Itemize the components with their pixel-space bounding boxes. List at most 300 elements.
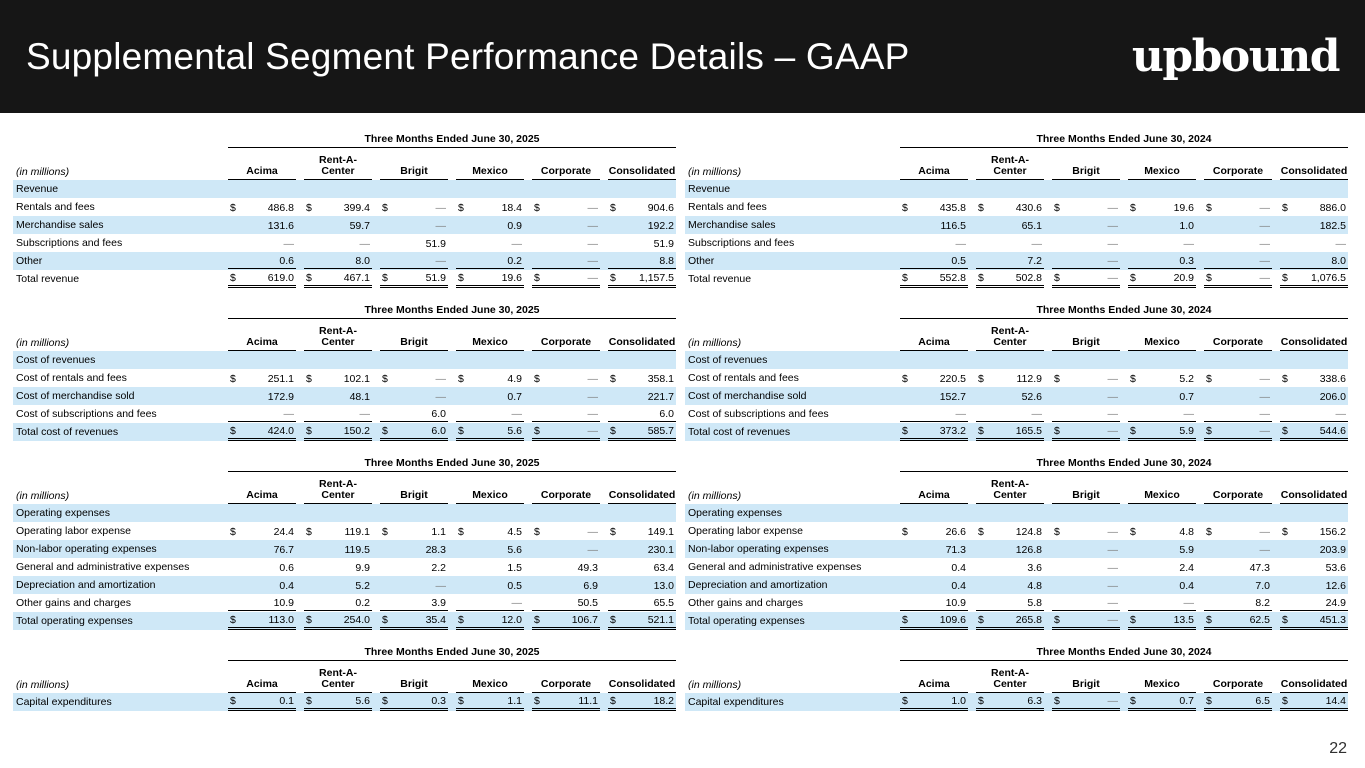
currency-symbol: $ — [1130, 695, 1136, 707]
column-header: Acima — [892, 148, 968, 180]
value-text: — — [1259, 201, 1270, 214]
value-text: 10.9 — [945, 597, 966, 609]
value-text: 2.2 — [431, 561, 446, 574]
currency-symbol: $ — [382, 695, 388, 707]
value-cell — [220, 234, 296, 252]
page-title: Supplemental Segment Performance Details – GAAP — [26, 35, 910, 77]
value-cell — [600, 216, 676, 234]
value-cell — [892, 558, 968, 576]
value-cell — [892, 423, 968, 441]
value-text: 0.3 — [1179, 255, 1194, 267]
value-cell — [448, 405, 524, 423]
value-cell — [968, 369, 1044, 387]
value-text: 904.6 — [647, 201, 674, 214]
value-cell — [448, 270, 524, 288]
in-millions-label: (in millions) — [16, 337, 70, 349]
value-cell — [1196, 594, 1272, 612]
value-cell — [1272, 594, 1348, 612]
row-label: Subscriptions and fees — [16, 237, 123, 249]
band-operating-expenses — [13, 457, 1352, 630]
value-cell — [1196, 369, 1272, 387]
value-text: 113.0 — [268, 614, 294, 626]
section-row — [685, 504, 1348, 522]
value-text: — — [955, 237, 966, 250]
value-cell — [1272, 234, 1348, 252]
currency-symbol: $ — [1130, 272, 1136, 284]
section-row — [13, 504, 676, 522]
row-label: Non-labor operating expenses — [16, 543, 157, 555]
section-row — [685, 180, 1348, 198]
row-label: Total operating expenses — [688, 615, 805, 627]
in-millions-label: (in millions) — [688, 679, 742, 691]
column-header-row — [13, 472, 676, 504]
value-text: 5.9 — [1179, 543, 1194, 556]
value-cell — [296, 576, 372, 594]
value-cell — [1196, 693, 1272, 711]
value-cell — [892, 612, 968, 630]
value-cell — [448, 558, 524, 576]
value-text: 0.3 — [431, 695, 446, 707]
table-row — [13, 693, 676, 711]
currency-symbol: $ — [902, 201, 908, 214]
value-text: 6.0 — [431, 425, 446, 437]
value-cell — [1196, 612, 1272, 630]
value-text: 4.8 — [1027, 579, 1042, 592]
currency-symbol: $ — [902, 425, 908, 437]
value-text: 7.0 — [1255, 579, 1270, 592]
value-text: 18.4 — [501, 201, 522, 214]
value-cell — [524, 423, 600, 441]
currency-symbol: $ — [610, 525, 616, 538]
table-row — [13, 234, 676, 252]
value-text: — — [435, 201, 446, 214]
table-row — [685, 270, 1348, 288]
currency-symbol: $ — [230, 372, 236, 385]
value-cell — [524, 522, 600, 540]
value-cell — [296, 558, 372, 576]
value-cell — [600, 270, 676, 288]
column-header-row — [685, 319, 1348, 351]
value-cell — [600, 405, 676, 423]
value-text: 435.8 — [939, 201, 966, 214]
value-text: 338.6 — [1319, 372, 1346, 385]
column-header: Brigit — [372, 472, 448, 504]
column-header: Mexico — [1120, 148, 1196, 180]
column-header: Rent-A-Center — [968, 661, 1044, 693]
value-text: 62.5 — [1249, 614, 1270, 626]
value-cell — [600, 594, 676, 612]
column-header: Consolidated — [1272, 472, 1348, 504]
value-text: 521.1 — [647, 614, 674, 626]
value-text: — — [1107, 543, 1118, 556]
value-cell — [1196, 234, 1272, 252]
section-label: Operating expenses — [688, 507, 782, 519]
value-text: 71.3 — [945, 543, 966, 556]
value-text: — — [587, 201, 598, 214]
value-cell — [892, 216, 968, 234]
value-cell — [1272, 387, 1348, 405]
value-cell — [296, 387, 372, 405]
row-label: Operating labor expense — [16, 525, 131, 537]
value-cell — [1120, 576, 1196, 594]
value-cell — [1272, 216, 1348, 234]
period-header-row — [685, 304, 1348, 319]
value-text: 467.1 — [343, 272, 370, 284]
value-text: — — [587, 408, 598, 420]
value-text: 165.5 — [1015, 425, 1042, 437]
value-text: 220.5 — [939, 372, 966, 385]
value-text: — — [1107, 201, 1118, 214]
value-cell — [600, 540, 676, 558]
value-cell — [968, 234, 1044, 252]
value-text: — — [435, 372, 446, 385]
period-header-row — [13, 133, 676, 148]
currency-symbol: $ — [306, 201, 312, 214]
value-cell — [1272, 270, 1348, 288]
table-row — [685, 216, 1348, 234]
currency-symbol: $ — [1054, 695, 1060, 707]
value-cell — [1120, 270, 1196, 288]
column-header: Brigit — [1044, 319, 1120, 351]
value-text: — — [587, 543, 598, 556]
value-cell — [448, 216, 524, 234]
value-text: 0.7 — [1179, 695, 1194, 707]
value-text: — — [1107, 561, 1118, 574]
column-header: Mexico — [1120, 661, 1196, 693]
value-text: — — [587, 372, 598, 385]
column-header: Rent-A-Center — [968, 148, 1044, 180]
value-text: 8.2 — [1255, 597, 1270, 609]
value-cell — [448, 576, 524, 594]
value-text: 254.0 — [343, 614, 370, 626]
value-text: 149.1 — [647, 525, 674, 538]
section-label: Operating expenses — [16, 507, 110, 519]
column-header: Rent-A-Center — [296, 148, 372, 180]
table-row — [13, 405, 676, 423]
section-label: Revenue — [688, 183, 731, 195]
currency-symbol: $ — [610, 272, 616, 284]
column-header: Consolidated — [1272, 148, 1348, 180]
value-cell — [372, 423, 448, 441]
in-millions-label: (in millions) — [688, 490, 742, 502]
value-cell — [372, 594, 448, 612]
column-header: Consolidated — [600, 319, 676, 351]
value-cell — [1196, 576, 1272, 594]
value-text: — — [587, 425, 598, 437]
column-header-row — [13, 319, 676, 351]
value-cell — [372, 270, 448, 288]
value-text: — — [1107, 597, 1118, 609]
row-label: Rentals and fees — [16, 201, 95, 213]
value-cell — [220, 252, 296, 270]
currency-symbol: $ — [1206, 272, 1212, 284]
value-cell — [1196, 252, 1272, 270]
value-text: 51.9 — [425, 237, 446, 250]
period-label: Three Months Ended June 30, 2025 — [228, 646, 676, 661]
value-text: 0.4 — [1179, 579, 1194, 592]
value-cell — [1120, 216, 1196, 234]
value-cell — [524, 540, 600, 558]
value-text: 112.9 — [1016, 372, 1042, 385]
value-text: — — [1259, 219, 1270, 232]
table-row — [13, 216, 676, 234]
value-cell — [524, 216, 600, 234]
value-text: 10.9 — [273, 597, 294, 609]
currency-symbol: $ — [610, 425, 616, 437]
value-text: 486.8 — [267, 201, 294, 214]
value-cell — [1120, 540, 1196, 558]
value-text: 0.1 — [279, 695, 294, 707]
row-label: Other — [688, 255, 715, 267]
value-cell — [296, 594, 372, 612]
currency-symbol: $ — [1206, 425, 1212, 437]
value-cell — [600, 198, 676, 216]
value-cell — [524, 576, 600, 594]
value-cell — [448, 369, 524, 387]
financial-table-cost-of-revenues — [13, 304, 676, 441]
value-cell — [448, 612, 524, 630]
currency-symbol: $ — [458, 201, 464, 214]
period-label: Three Months Ended June 30, 2025 — [228, 133, 676, 148]
value-cell — [892, 522, 968, 540]
value-text: 49.3 — [577, 561, 598, 574]
value-cell — [1272, 423, 1348, 441]
value-text: — — [435, 255, 446, 267]
value-cell — [448, 522, 524, 540]
value-text: 4.5 — [507, 525, 522, 538]
value-cell — [1196, 540, 1272, 558]
value-text: 6.0 — [659, 408, 674, 420]
value-text: — — [587, 272, 598, 284]
currency-symbol: $ — [534, 201, 540, 214]
column-header: Corporate — [524, 319, 600, 351]
value-cell — [1272, 198, 1348, 216]
row-label: Cost of rentals and fees — [16, 372, 127, 384]
currency-symbol: $ — [1206, 372, 1212, 385]
value-cell — [220, 270, 296, 288]
value-text: 1.5 — [507, 561, 522, 574]
value-cell — [892, 198, 968, 216]
value-text: 0.4 — [951, 561, 966, 574]
value-cell — [1272, 612, 1348, 630]
currency-symbol: $ — [902, 695, 908, 707]
currency-symbol: $ — [306, 695, 312, 707]
value-cell — [1120, 369, 1196, 387]
value-text: — — [1107, 408, 1118, 420]
section-label: Revenue — [16, 183, 59, 195]
value-text: 544.6 — [1319, 425, 1346, 437]
value-text: 399.4 — [343, 201, 370, 214]
value-text: 13.5 — [1173, 614, 1194, 626]
value-text: 19.6 — [1173, 201, 1194, 214]
value-text: 6.5 — [1255, 695, 1270, 707]
value-text: 18.2 — [653, 695, 674, 707]
currency-symbol: $ — [534, 272, 540, 284]
row-label: Total cost of revenues — [688, 426, 791, 438]
value-text: 156.2 — [1319, 525, 1346, 538]
currency-symbol: $ — [1206, 201, 1212, 214]
value-cell — [1044, 387, 1120, 405]
value-text: 1.0 — [951, 695, 966, 707]
in-millions-label: (in millions) — [688, 337, 742, 349]
table-row — [685, 522, 1348, 540]
value-cell — [1196, 387, 1272, 405]
column-header: Corporate — [1196, 319, 1272, 351]
currency-symbol: $ — [610, 695, 616, 707]
in-millions-label: (in millions) — [16, 490, 70, 502]
tables-area — [0, 113, 1365, 711]
section-row — [13, 180, 676, 198]
currency-symbol: $ — [1206, 525, 1212, 538]
value-text: 76.7 — [273, 543, 294, 556]
value-text: — — [1259, 425, 1270, 437]
financial-table-revenue — [13, 133, 676, 288]
value-text: 1.1 — [507, 695, 522, 707]
currency-symbol: $ — [1054, 201, 1060, 214]
value-text: 502.8 — [1015, 272, 1042, 284]
value-text: 47.3 — [1249, 561, 1270, 574]
value-text: 63.4 — [653, 561, 674, 574]
column-header: Corporate — [1196, 472, 1272, 504]
value-cell — [968, 693, 1044, 711]
value-cell — [1044, 216, 1120, 234]
row-label: Merchandise sales — [16, 219, 104, 231]
column-header: Acima — [220, 661, 296, 693]
value-text: — — [1031, 408, 1042, 420]
value-text: — — [1259, 372, 1270, 385]
value-text: 13.0 — [653, 579, 674, 592]
currency-symbol: $ — [978, 201, 984, 214]
row-label: Cost of merchandise sold — [16, 390, 135, 402]
table-row — [685, 198, 1348, 216]
value-cell — [372, 234, 448, 252]
band-revenue — [13, 133, 1352, 288]
currency-symbol: $ — [306, 272, 312, 284]
value-text: 6.0 — [431, 408, 446, 420]
value-cell — [220, 387, 296, 405]
value-cell — [372, 612, 448, 630]
value-cell — [1196, 558, 1272, 576]
period-label: Three Months Ended June 30, 2024 — [900, 133, 1348, 148]
value-cell — [1044, 423, 1120, 441]
column-header: Brigit — [372, 319, 448, 351]
value-cell — [1120, 522, 1196, 540]
column-header: Mexico — [1120, 472, 1196, 504]
row-label: Operating labor expense — [688, 525, 803, 537]
period-header-row — [685, 457, 1348, 472]
financial-table-revenue — [685, 133, 1348, 288]
row-label: Depreciation and amortization — [688, 579, 828, 591]
value-text: — — [587, 390, 598, 403]
row-label: Cost of subscriptions and fees — [688, 408, 829, 420]
value-cell — [1272, 540, 1348, 558]
value-cell — [524, 594, 600, 612]
column-header-row — [13, 661, 676, 693]
value-cell — [372, 522, 448, 540]
section-label: Cost of revenues — [16, 354, 96, 366]
value-text: 0.6 — [279, 255, 294, 267]
table-row — [13, 198, 676, 216]
value-text: 1.1 — [431, 525, 446, 538]
value-cell — [220, 522, 296, 540]
value-cell — [524, 612, 600, 630]
currency-symbol: $ — [902, 525, 908, 538]
column-header: Consolidated — [600, 148, 676, 180]
value-text: 5.8 — [1027, 597, 1042, 609]
value-text: — — [587, 219, 598, 232]
value-text: 3.9 — [431, 597, 446, 609]
column-header: Brigit — [372, 661, 448, 693]
value-text: — — [1259, 543, 1270, 556]
column-header: Acima — [220, 319, 296, 351]
column-header: Consolidated — [1272, 661, 1348, 693]
currency-symbol: $ — [382, 272, 388, 284]
value-cell — [372, 576, 448, 594]
value-text: 182.5 — [1319, 219, 1346, 232]
value-text: 106.7 — [571, 614, 598, 626]
column-header: Corporate — [524, 661, 600, 693]
value-cell — [968, 540, 1044, 558]
value-text: 0.5 — [951, 255, 966, 267]
value-cell — [1272, 369, 1348, 387]
value-cell — [296, 693, 372, 711]
currency-symbol: $ — [458, 272, 464, 284]
currency-symbol: $ — [382, 525, 388, 538]
currency-symbol: $ — [610, 614, 616, 626]
currency-symbol: $ — [1282, 272, 1288, 284]
value-cell — [296, 198, 372, 216]
value-text: 265.8 — [1015, 614, 1042, 626]
value-cell — [892, 405, 968, 423]
value-text: — — [359, 237, 370, 250]
value-text: 35.4 — [425, 614, 446, 626]
period-header-row — [13, 646, 676, 661]
value-text: 172.9 — [267, 390, 294, 403]
row-label: General and administrative expenses — [688, 561, 862, 573]
value-cell — [1120, 594, 1196, 612]
value-cell — [600, 693, 676, 711]
value-text: 119.1 — [344, 525, 370, 538]
value-cell — [600, 522, 676, 540]
value-text: 28.3 — [425, 543, 446, 556]
value-cell — [372, 693, 448, 711]
value-text: 59.7 — [349, 219, 370, 232]
currency-symbol: $ — [534, 372, 540, 385]
value-cell — [968, 405, 1044, 423]
value-cell — [968, 387, 1044, 405]
value-text: — — [435, 579, 446, 592]
value-cell — [220, 423, 296, 441]
value-text: — — [435, 219, 446, 232]
currency-symbol: $ — [230, 525, 236, 538]
currency-symbol: $ — [1130, 525, 1136, 538]
value-text: 12.6 — [1325, 579, 1346, 592]
value-cell — [296, 216, 372, 234]
table-row — [13, 369, 676, 387]
table-row — [13, 612, 676, 630]
value-cell — [600, 576, 676, 594]
value-text: 0.5 — [507, 579, 522, 592]
section-label: Cost of revenues — [688, 354, 768, 366]
currency-symbol: $ — [306, 372, 312, 385]
currency-symbol: $ — [230, 272, 236, 284]
currency-symbol: $ — [1282, 372, 1288, 385]
value-cell — [968, 216, 1044, 234]
column-header: Corporate — [1196, 661, 1272, 693]
currency-symbol: $ — [534, 695, 540, 707]
value-text: 5.6 — [507, 543, 522, 556]
column-header-row — [685, 472, 1348, 504]
